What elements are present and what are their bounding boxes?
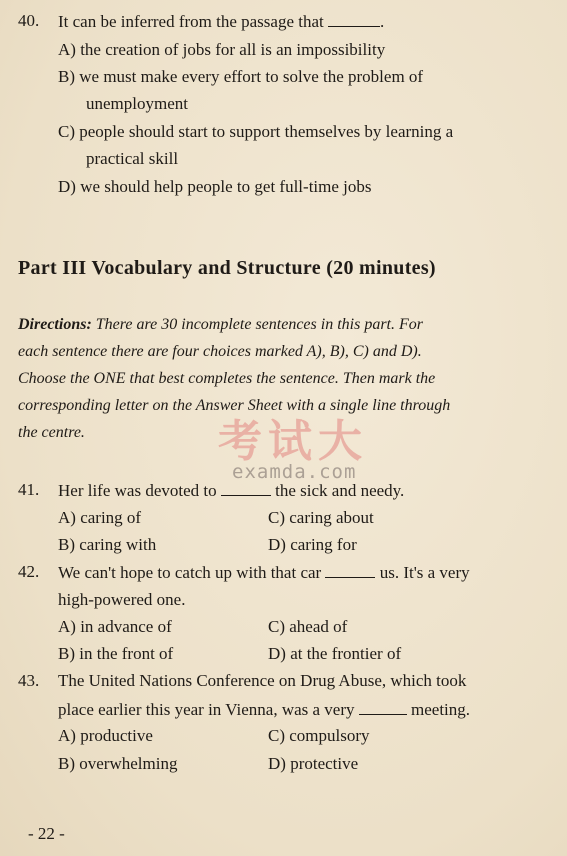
question-43-stem-a: place earlier this year in Vienna, was a very (58, 700, 355, 719)
question-40-option-b-cont: unemployment (86, 94, 188, 113)
question-41-option-d: D) caring for (268, 535, 357, 554)
question-40-stem-text: It can be inferred from the passage that (58, 12, 324, 31)
question-43-option-c: C) compulsory (268, 726, 370, 745)
directions-line-1 (18, 311, 423, 338)
question-43-stem-b: meeting. (411, 700, 471, 719)
directions-label: Directions: (18, 316, 92, 333)
answer-blank (359, 698, 407, 715)
question-42-option-d: D) at the frontier of (268, 644, 402, 663)
question-41-stem-b: the sick and needy. (275, 481, 405, 500)
directions-text-1: There are 30 incomplete sentences in this part. For (95, 316, 423, 333)
question-40-option-c-cont: practical skill (86, 149, 179, 168)
question-41-option-b: B) caring with (58, 535, 157, 554)
watermark-url: examda.com (232, 461, 357, 483)
question-40-number: 40. (18, 11, 40, 30)
answer-blank (328, 10, 380, 27)
question-42-stem-a: We can't hope to catch up with that car (58, 563, 322, 582)
question-40-option-a: A) the creation of jobs for all is an impossibility (58, 40, 386, 59)
question-40-option-c: C) people should start to support themselves by learning a (58, 122, 454, 141)
directions-line-4: corresponding letter on the Answer Sheet with a single line through (18, 397, 451, 414)
question-42-option-b: B) in the front of (58, 644, 174, 663)
question-42-stem-line-2: high-powered one. (58, 590, 186, 609)
question-40-stem (58, 10, 384, 33)
question-43-option-a: A) productive (58, 726, 153, 745)
question-43-stem-line-1: The United Nations Conference on Drug Abuse, which took (58, 671, 467, 690)
question-43-number: 43. (18, 671, 40, 690)
question-43-option-b: B) overwhelming (58, 754, 178, 773)
question-43-stem-line-2 (58, 698, 470, 721)
question-41-number: 41. (18, 480, 40, 499)
directions-line-3: Choose the ONE that best completes the sentence. Then mark the (18, 370, 436, 387)
question-42-stem (58, 561, 470, 584)
answer-blank (325, 561, 375, 578)
part-heading: Part III Vocabulary and Structure (20 minutes) (18, 257, 436, 279)
question-40-option-b: B) we must make every effort to solve the problem of (58, 67, 424, 86)
watermark (218, 405, 418, 485)
question-43-option-d: D) protective (268, 754, 359, 773)
question-42-stem-b: us. It's a very (379, 563, 470, 582)
question-42-option-a: A) in advance of (58, 617, 172, 636)
question-41-option-c: C) caring about (268, 508, 374, 527)
question-42-number: 42. (18, 562, 40, 581)
question-41-stem-a: Her life was devoted to (58, 481, 217, 500)
answer-blank (221, 479, 271, 496)
question-40-option-d: D) we should help people to get full-time jobs (58, 177, 372, 196)
directions-line-2: each sentence there are four choices marked A), B), C) and D). (18, 343, 422, 360)
question-41-stem (58, 479, 404, 502)
question-40-stem-end: . (380, 12, 385, 31)
directions-line-5: the centre. (18, 424, 85, 441)
question-41-option-a: A) caring of (58, 508, 142, 527)
question-42-option-c: C) ahead of (268, 617, 348, 636)
page-number: - 22 - (28, 824, 65, 843)
watermark-logo: 考试大 (218, 416, 368, 467)
